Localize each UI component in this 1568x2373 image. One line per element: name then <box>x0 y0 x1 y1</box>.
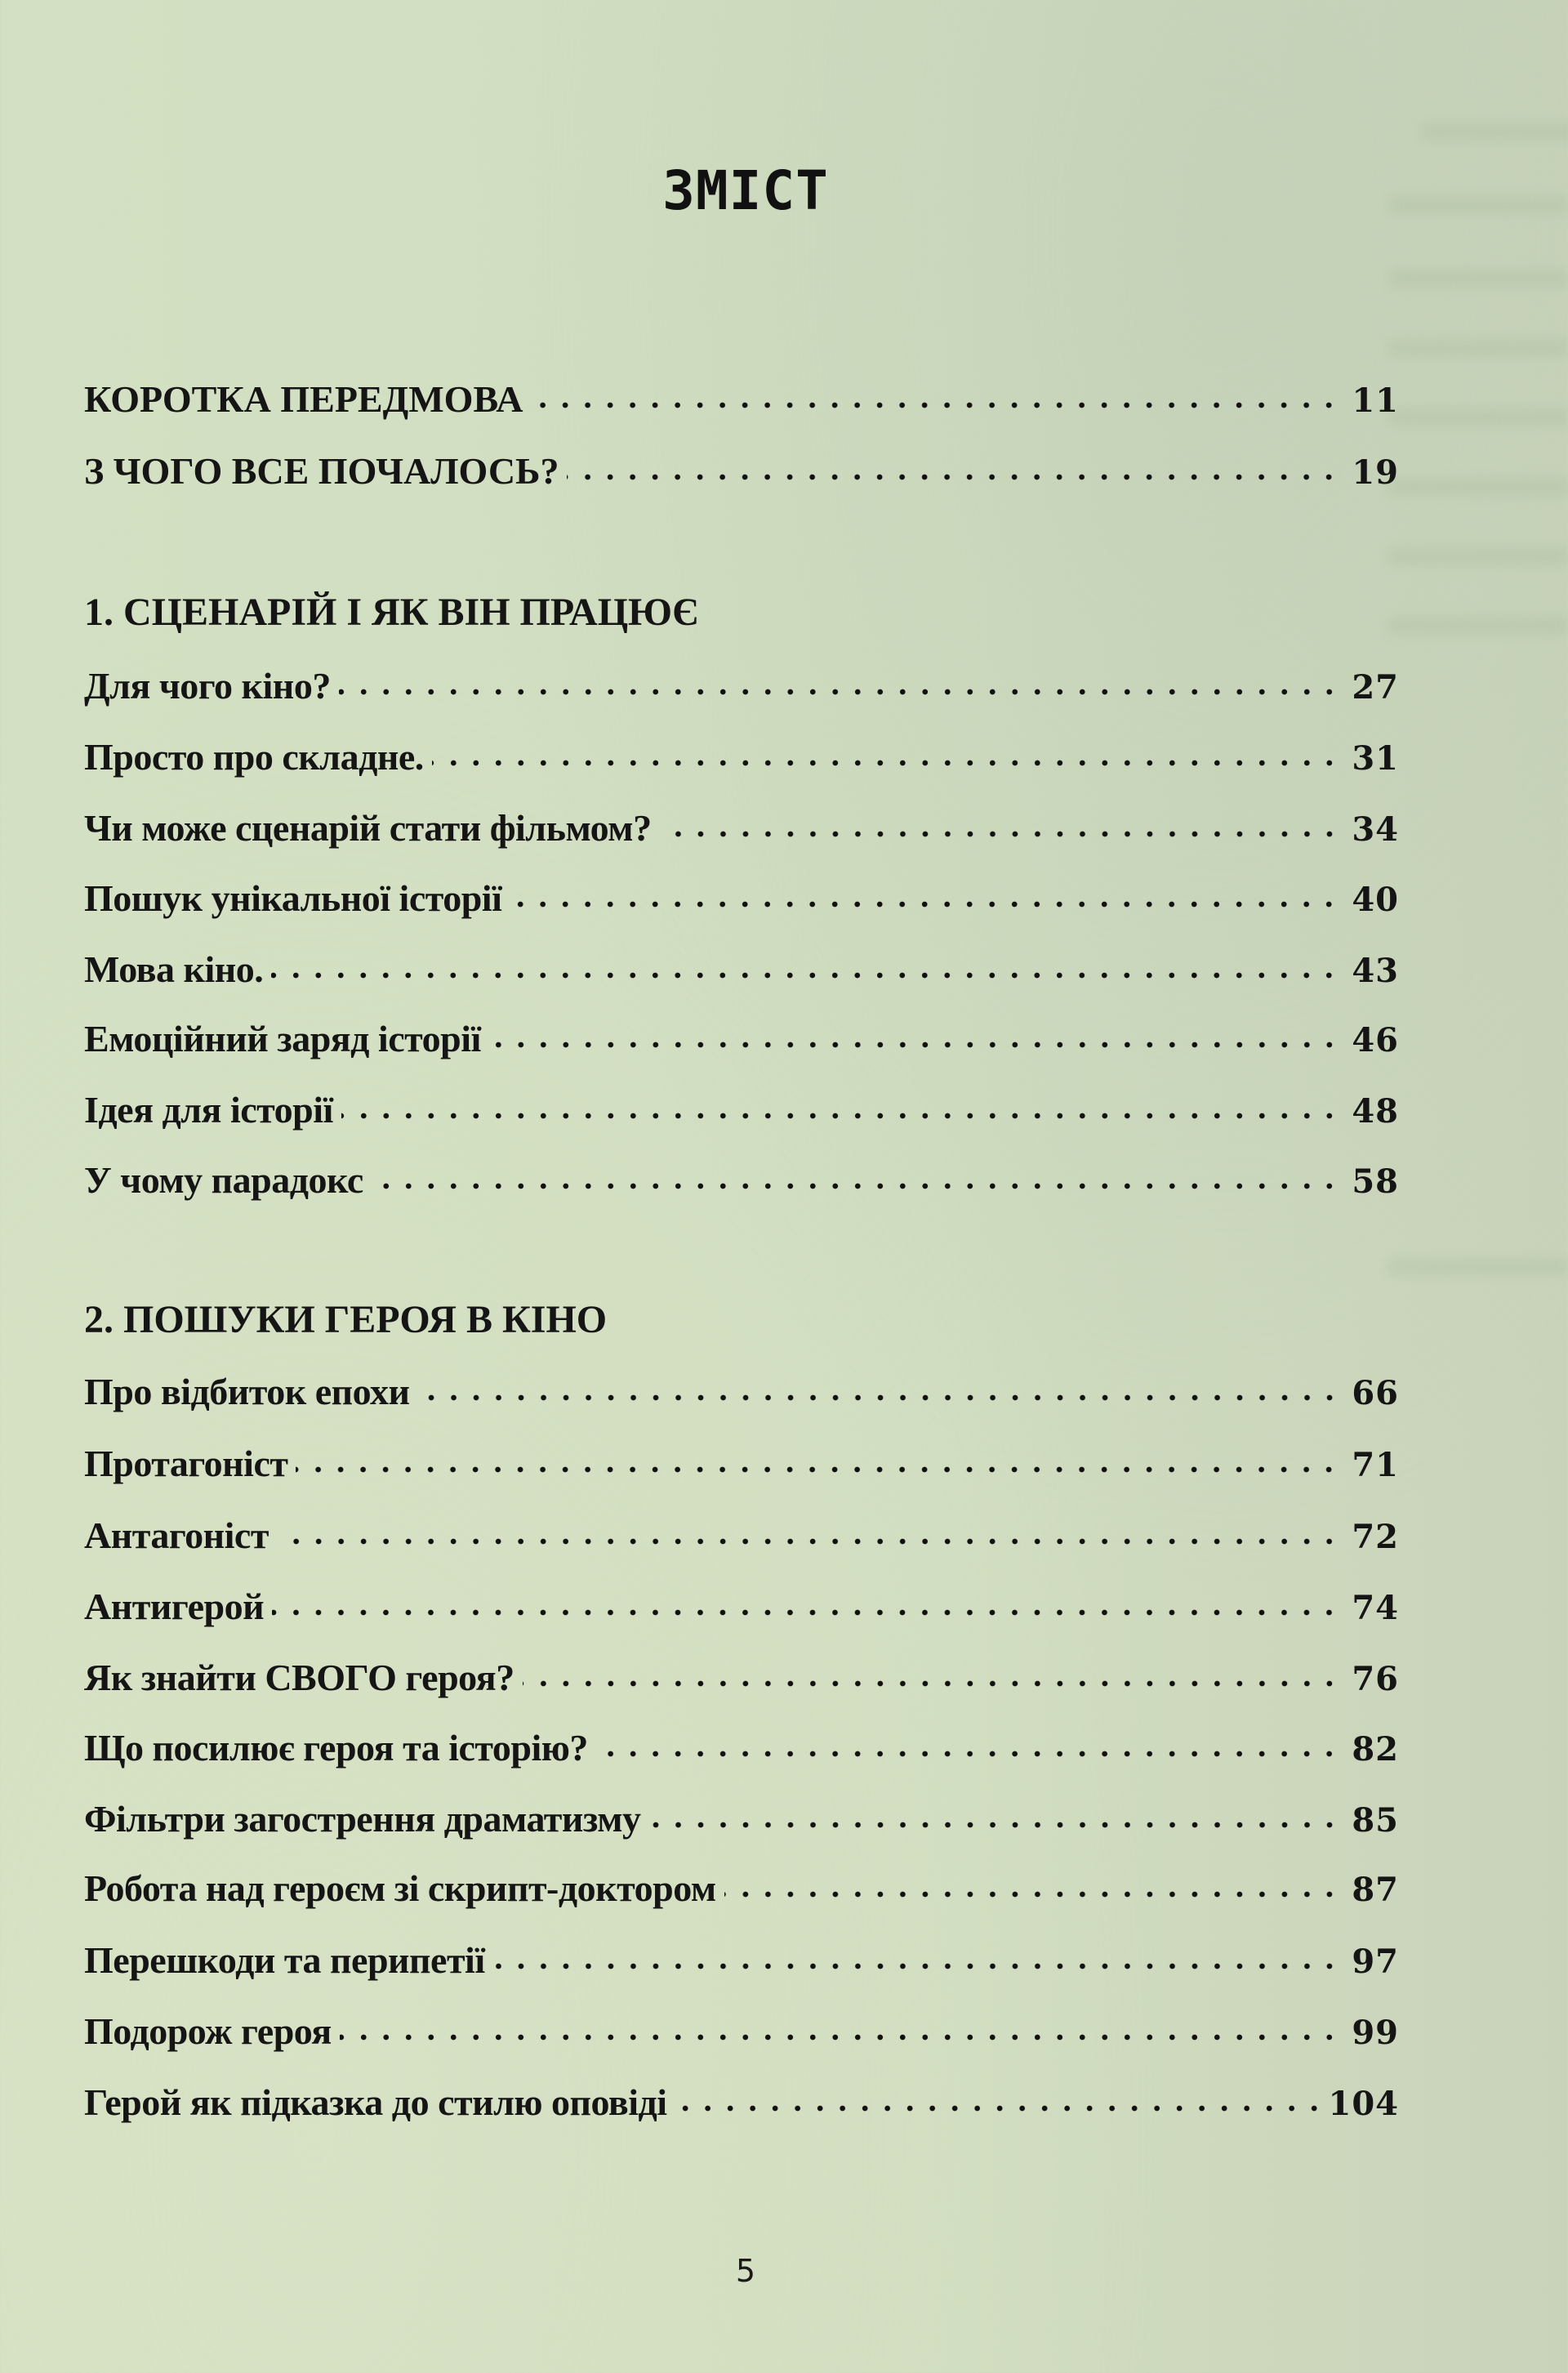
toc-entry[interactable] <box>84 876 1399 934</box>
show-through-line <box>1388 547 1568 565</box>
dot-leader <box>339 687 1341 697</box>
toc-entry-page: 19 <box>1352 453 1399 492</box>
toc-entry-page: 72 <box>1352 1518 1399 1556</box>
dot-leader <box>277 1537 1340 1546</box>
toc-entry[interactable] <box>84 735 1399 792</box>
section-heading[interactable]: 1. СЦЕНАРІЙ І ЯК ВІН ПРАЦЮЄ <box>84 591 699 634</box>
dot-leader <box>660 829 1341 839</box>
toc-entry-label: Фільтри загострення драматизму <box>84 1798 641 1840</box>
toc-entry-label: Антигерой <box>84 1586 265 1627</box>
toc-entry-label: КОРОТКА ПЕРЕДМОВА <box>84 378 523 420</box>
page-number: 5 <box>735 2253 756 2289</box>
toc-entry-label: Емоційний заряд історії <box>84 1018 481 1059</box>
toc-entry[interactable] <box>84 664 1399 721</box>
show-through-line <box>1388 617 1568 635</box>
toc-entry[interactable] <box>84 1938 1399 1996</box>
toc-entry-page: 66 <box>1352 1374 1399 1412</box>
toc-entry[interactable] <box>84 1585 1399 1642</box>
toc-entry-page: 76 <box>1352 1660 1399 1698</box>
dot-leader <box>296 1465 1340 1474</box>
dot-leader <box>272 1608 1340 1617</box>
toc-entry-label: Антагоніст <box>84 1514 269 1556</box>
toc-entry-label: Мова кіно. <box>84 948 264 990</box>
toc-entry-label: Подорож героя <box>84 2010 332 2052</box>
toc-entry-page: 43 <box>1352 952 1399 990</box>
toc-entry-label: Що посилює героя та історію? <box>84 1727 588 1769</box>
toc-entry-page: 40 <box>1352 881 1399 919</box>
toc-entry-page: 85 <box>1352 1801 1399 1840</box>
dot-leader <box>649 1820 1341 1830</box>
page-title: ЗМІСТ <box>662 159 829 222</box>
dot-leader <box>489 1040 1341 1050</box>
toc-entry[interactable] <box>84 1442 1399 1499</box>
show-through-line <box>1388 478 1568 496</box>
toc-entry[interactable] <box>84 948 1399 1005</box>
dot-leader <box>418 1393 1341 1403</box>
toc-entry-page: 27 <box>1352 668 1399 707</box>
toc-entry[interactable] <box>84 1158 1399 1215</box>
toc-entry[interactable] <box>84 2081 1399 2138</box>
toc-entry[interactable] <box>84 1017 1399 1074</box>
toc-entry-page: 99 <box>1352 2014 1399 2052</box>
dot-leader <box>341 1111 1341 1121</box>
dot-leader <box>596 1749 1340 1759</box>
toc-entry-label: Герой як підказка до стилю оповіді <box>84 2081 667 2123</box>
show-through-line <box>1421 123 1568 141</box>
toc-entry-page: 71 <box>1352 1446 1399 1484</box>
dot-leader <box>271 970 1340 980</box>
dot-leader <box>724 1889 1341 1899</box>
toc-entry-label: З ЧОГО ВСЕ ПОЧАЛОСЬ? <box>84 450 559 492</box>
toc-entry[interactable] <box>84 1797 1399 1854</box>
toc-entry[interactable] <box>84 377 1399 435</box>
toc-entry-page: 74 <box>1352 1589 1399 1627</box>
dot-leader <box>510 899 1340 909</box>
toc-entry-label: Як знайти СВОГО героя? <box>84 1657 514 1698</box>
toc-entry-page: 11 <box>1352 381 1399 420</box>
toc-entry-page: 48 <box>1352 1092 1399 1131</box>
toc-entry[interactable] <box>84 449 1399 506</box>
show-through-line <box>1388 408 1568 426</box>
dot-leader <box>432 758 1341 768</box>
toc-entry[interactable] <box>84 806 1399 863</box>
dot-leader <box>567 472 1340 482</box>
toc-entry-label: Ідея для історії <box>84 1089 333 1131</box>
toc-entry-page: 31 <box>1352 739 1399 778</box>
toc-entry[interactable] <box>84 1370 1399 1427</box>
dot-leader <box>493 1961 1341 1971</box>
section-heading[interactable]: 2. ПОШУКИ ГЕРОЯ В КІНО <box>84 1298 608 1341</box>
toc-entry[interactable] <box>84 1867 1399 1924</box>
dot-leader <box>675 2103 1325 2113</box>
toc-entry[interactable] <box>84 1514 1399 1571</box>
toc-entry[interactable] <box>84 1726 1399 1783</box>
toc-entry-label: Про відбиток епохи <box>84 1371 410 1412</box>
dot-leader <box>531 400 1340 410</box>
toc-entry-label: Перешкоди та перипетії <box>84 1939 485 1981</box>
dot-leader <box>340 2032 1341 2042</box>
toc-entry-label: Для чого кіно? <box>84 665 331 707</box>
show-through-line <box>1388 270 1568 288</box>
toc-entry[interactable] <box>84 1656 1399 1713</box>
toc-entry[interactable] <box>84 2009 1399 2067</box>
toc-entry-page: 87 <box>1352 1871 1399 1909</box>
toc-entry-label: Пошук унікальної історії <box>84 877 502 919</box>
toc-entry-label: У чому парадокс <box>84 1159 363 1201</box>
toc-entry-label: Робота над героєм зі скрипт-доктором <box>84 1867 716 1909</box>
toc-entry-label: Просто про складне. <box>84 736 424 778</box>
toc-entry[interactable] <box>84 1088 1399 1145</box>
toc-entry-page: 34 <box>1352 810 1399 849</box>
toc-entry-label: Чи може сценарій стати фільмом? <box>84 807 652 849</box>
show-through-line <box>1388 1258 1568 1276</box>
dot-leader <box>523 1679 1341 1688</box>
toc-entry-page: 46 <box>1352 1021 1399 1059</box>
toc-entry-page: 58 <box>1352 1162 1399 1201</box>
show-through-line <box>1388 339 1568 357</box>
toc-entry-label: Протагоніст <box>84 1443 288 1484</box>
dot-leader <box>372 1181 1341 1191</box>
toc-entry-page: 104 <box>1328 2085 1399 2123</box>
toc-entry-page: 97 <box>1352 1943 1399 1981</box>
toc-entry-page: 82 <box>1352 1730 1399 1769</box>
